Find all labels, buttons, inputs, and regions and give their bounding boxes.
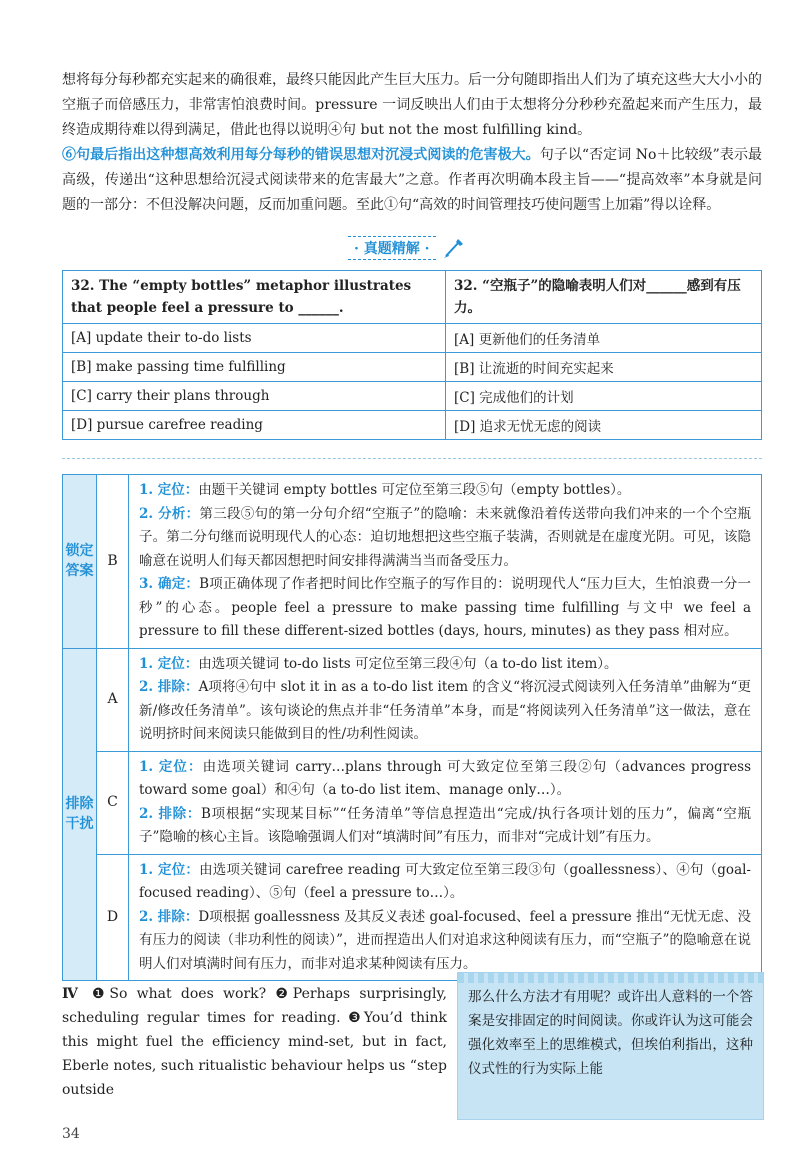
answer-row-a — [63, 648, 762, 751]
step-tag: 1. 定位： — [139, 758, 203, 775]
page-number: 34 — [62, 1126, 80, 1142]
analysis-step — [139, 676, 751, 747]
option-a-cn: [A] 更新他们的任务清单 — [446, 324, 762, 353]
answer-letter-a: A — [97, 648, 129, 751]
analysis-step — [139, 653, 751, 677]
option-row — [63, 411, 762, 440]
paragraph-four-body: ❶So what does work? ❷Perhaps surprisingly, scheduling regular times for reading. ❸You’d think this might fuel the efficiency mind-set, but in fact, Eberle notes, such ritualistic behaviour helps us “step outside — [62, 986, 447, 1098]
step-text: 由题干关键词 empty bottles 可定位至第三段⑤句（empty bottles）。 — [198, 482, 631, 498]
step-tag: 1. 定位： — [139, 655, 199, 672]
step-tag: 1. 定位： — [139, 861, 200, 878]
step-tag: 2. 排除： — [139, 805, 202, 822]
step-tag: 2. 排除： — [139, 908, 199, 925]
locate-answer-label: 锁定答案 — [63, 475, 97, 649]
step-text: B项正确体现了作者把时间比作空瓶子的写作目的：说明现代人“压力巨大，生怕浪费一分一秒”的心态。people feel a pressure to make passing time fulfilling 与文中 we feel a pressure to fill these different-sized bottles (days, hours, minutes) as they pass 相对应。 — [139, 576, 752, 639]
intro-highlight: ⑥句最后指出这种想高效利用每分每秒的错误思想对沉浸式阅读的危害极大。 — [62, 147, 540, 163]
answer-letter-d: D — [97, 854, 129, 981]
step-tag: 3. 确定： — [139, 576, 200, 592]
step-text: A项将④句中 slot it in as a to-do list item 的含义“将沉浸式阅读列入任务清单”曲解为“更新/修改任务清单”。该句谈论的焦点并非“任务清单”本身，而是“将阅读列入任务清单”这一做法，意在说明挤时间来阅读只能做到目的性/功利性阅读。 — [139, 679, 751, 742]
answer-letter-c: C — [97, 751, 129, 854]
option-c-cn: [C] 完成他们的计划 — [446, 382, 762, 411]
analysis-table — [62, 474, 762, 981]
question-stem-cn: 32. “空瓶子”的隐喻表明人们对______感到有压力。 — [446, 271, 762, 324]
analysis-step — [139, 803, 751, 850]
section-title — [348, 236, 466, 260]
section-title-label: · 真题精解 · — [348, 236, 436, 260]
question-stem-row — [63, 271, 762, 324]
decorative-strip — [458, 973, 763, 983]
answer-c-content — [129, 751, 762, 854]
paragraph-four — [62, 982, 447, 1102]
intro-text — [62, 68, 762, 218]
analysis-step — [139, 859, 751, 906]
answer-letter-b: B — [97, 475, 129, 649]
answer-b-content — [129, 475, 762, 649]
step-text: D项根据 goallessness 及其反义表述 goal-focused、feel a pressure 推出“无忧无虑、没有压力的阅读（非功利性的阅读）”，进而捏造出人们对追求这种阅读有压力，而“空瓶子”的隐喻意在说明人们对填满时间有压力，而非对追求某种阅读有压力。 — [139, 908, 751, 972]
option-a-en: [A] update their to-do lists — [63, 324, 446, 353]
brush-icon — [442, 237, 466, 259]
option-c-en: [C] carry their plans through — [63, 382, 446, 411]
step-text: 由选项关键词 to-do lists 可定位至第三段④句（a to-do list item）。 — [198, 655, 618, 672]
step-text: 由选项关键词 carry…plans through 可大致定位至第三段②句（advances progress toward some goal）和④句（a to-do list item、manage only…）。 — [139, 758, 751, 798]
option-b-cn: [B] 让流逝的时间充实起来 — [446, 353, 762, 382]
answer-d-content — [129, 854, 762, 981]
question-table — [62, 270, 762, 440]
answer-row-d — [63, 854, 762, 981]
option-row — [63, 382, 762, 411]
paragraph-four-text — [62, 982, 447, 1102]
translation-box — [457, 972, 764, 1120]
analysis-step — [139, 479, 751, 503]
analysis-step — [139, 756, 751, 803]
analysis-step — [139, 906, 751, 977]
option-row — [63, 324, 762, 353]
answer-row-b — [63, 475, 762, 649]
step-text: 第三段⑤句的第一分句介绍“空瓶子”的隐喻：未来就像沿着传送带向我们冲来的一个个空瓶子。第二分句继而说明现代人的心态：迫切地想把这些空瓶子装满，否则就是在虚度光阴。可见，该隐喻意在说明人们每天都因想把时间安排得满满当当而备受压力。 — [139, 505, 751, 569]
step-tag: 1. 定位： — [139, 482, 199, 498]
option-b-en: [B] make passing time fulfilling — [63, 353, 446, 382]
answer-row-c — [63, 751, 762, 854]
eliminate-distractor-label: 排除干扰 — [63, 648, 97, 981]
translation-text: 那么什么方法才有用呢？或许出人意料的一个答案是安排固定的时间阅读。你或许认为这可能会强化效率至上的思维模式，但埃伯利指出，这种仪式性的行为实际上能 — [468, 989, 753, 1077]
paragraph-numeral: Ⅳ — [62, 986, 83, 1002]
answer-a-content — [129, 648, 762, 751]
step-tag: 2. 分析： — [139, 505, 200, 522]
intro-paragraph-2 — [62, 143, 762, 218]
option-row — [63, 353, 762, 382]
analysis-step — [139, 503, 751, 574]
question-stem-en: 32. The “empty bottles” metaphor illustrates that people feel a pressure to ______. — [63, 271, 446, 324]
step-text: B项根据“实现某目标”“任务清单”等信息捏造出“完成/执行各项计划的压力”，偏离“空瓶子”隐喻的核心主旨。该隐喻强调人们对“填满时间”有压力，而非对“完成计划”有压力。 — [139, 805, 751, 845]
option-d-cn: [D] 追求无忧无虑的阅读 — [446, 411, 762, 440]
step-text: 由选项关键词 carefree reading 可大致定位至第三段③句（goallessness）、④句（goal-focused reading）、⑤句（feel a pressure to…）。 — [139, 861, 751, 901]
intro-paragraph-1: 想将每分每秒都充实起来的确很难，最终只能因此产生巨大压力。后一分句随即指出人们为了填充这些大大小小的空瓶子而倍感压力，非常害怕浪费时间。pressure 一词反映出人们由于太想将分分秒秒充盈起来而产生压力，最终造成期待难以得到满足，借此也得以说明④句 but not the most fulfilling kind。 — [62, 72, 762, 138]
option-d-en: [D] pursue carefree reading — [63, 411, 446, 440]
divider — [62, 458, 762, 459]
step-tag: 2. 排除： — [139, 679, 199, 695]
intro-paragraph-2-rest: 句子以“否定词 No＋比较级”表示最高级，传递出“这种思想给沉浸式阅读带来的危害最大”之意。作者再次明确本段主旨——“提高效率”本身就是问题的一部分：不但没解决问题，反而加重问题。至此①句“高效的时间管理技巧使问题雪上加霜”得以诠释。 — [62, 147, 762, 213]
analysis-step — [139, 573, 751, 644]
